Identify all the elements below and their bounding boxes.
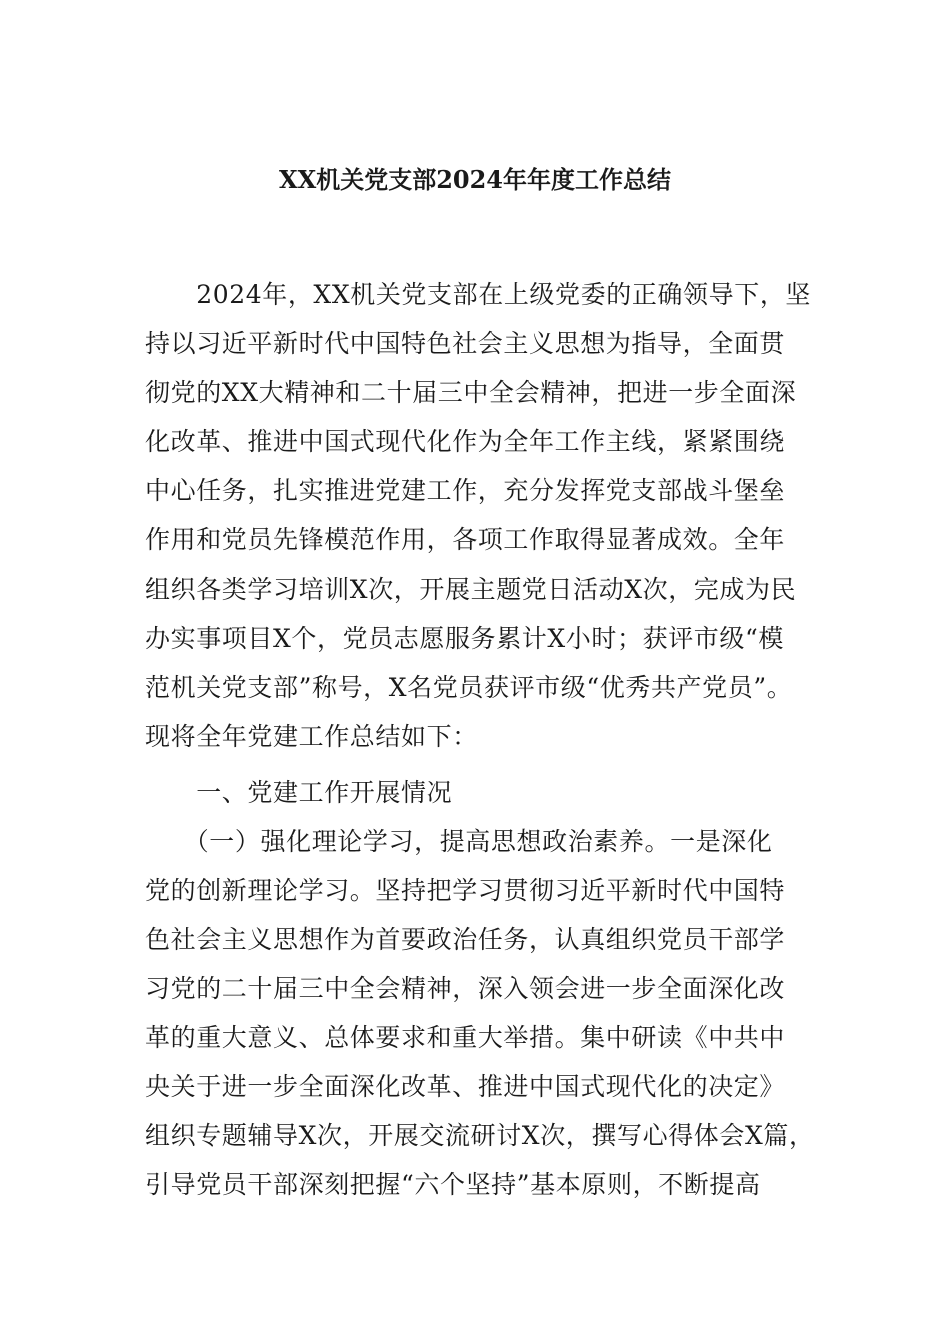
body-line: 范机关党支部”称号，X名党员获评市级“优秀共产党员”。 (145, 673, 793, 702)
body-line: 彻党的XX大精神和二十届三中全会精神，把进一步全面深 (145, 378, 797, 407)
document-title: XX机关党支部2024年年度工作总结 (278, 165, 672, 194)
body-line: 组织各类学习培训X次，开展主题党日活动X次，完成为民 (145, 575, 797, 604)
body-line: 色社会主义思想作为首要政治任务，认真组织党员干部学 (145, 925, 786, 954)
section-heading: 一、党建工作开展情况 (145, 778, 453, 807)
body-line: 革的重大意义、总体要求和重大举措。集中研读《中共中 (145, 1023, 786, 1052)
body-line: 中心任务，扎实推进党建工作，充分发挥党支部战斗堡垒 (145, 476, 786, 505)
body-line: 持以习近平新时代中国特色社会主义思想为指导，全面贯 (145, 329, 786, 358)
body-line: 组织专题辅导X次，开展交流研讨X次，撰写心得体会X篇， (145, 1121, 815, 1150)
body-line: 引导党员干部深刻把握“六个坚持”基本原则，不断提高 (145, 1170, 761, 1199)
body-line: 作用和党员先锋模范作用，各项工作取得显著成效。全年 (145, 525, 786, 554)
body-line: 习党的二十届三中全会精神，深入领会进一步全面深化改 (145, 974, 786, 1003)
body-line: 党的创新理论学习。坚持把学习贯彻习近平新时代中国特 (145, 876, 786, 905)
body-line: 2024年，XX机关党支部在上级党委的正确领导下，坚 (145, 280, 812, 309)
subsection-heading: （一）强化理论学习，提高思想政治素养。一是深化 (145, 827, 773, 856)
body-line: 现将全年党建工作总结如下： (145, 722, 478, 751)
body-line: 央关于进一步全面深化改革、推进中国式现代化的决定》 (145, 1072, 786, 1101)
body-line: 化改革、推进中国式现代化作为全年工作主线，紧紧围绕 (145, 427, 786, 456)
body-line: 办实事项目X个，党员志愿服务累计X小时；获评市级“模 (145, 624, 784, 653)
